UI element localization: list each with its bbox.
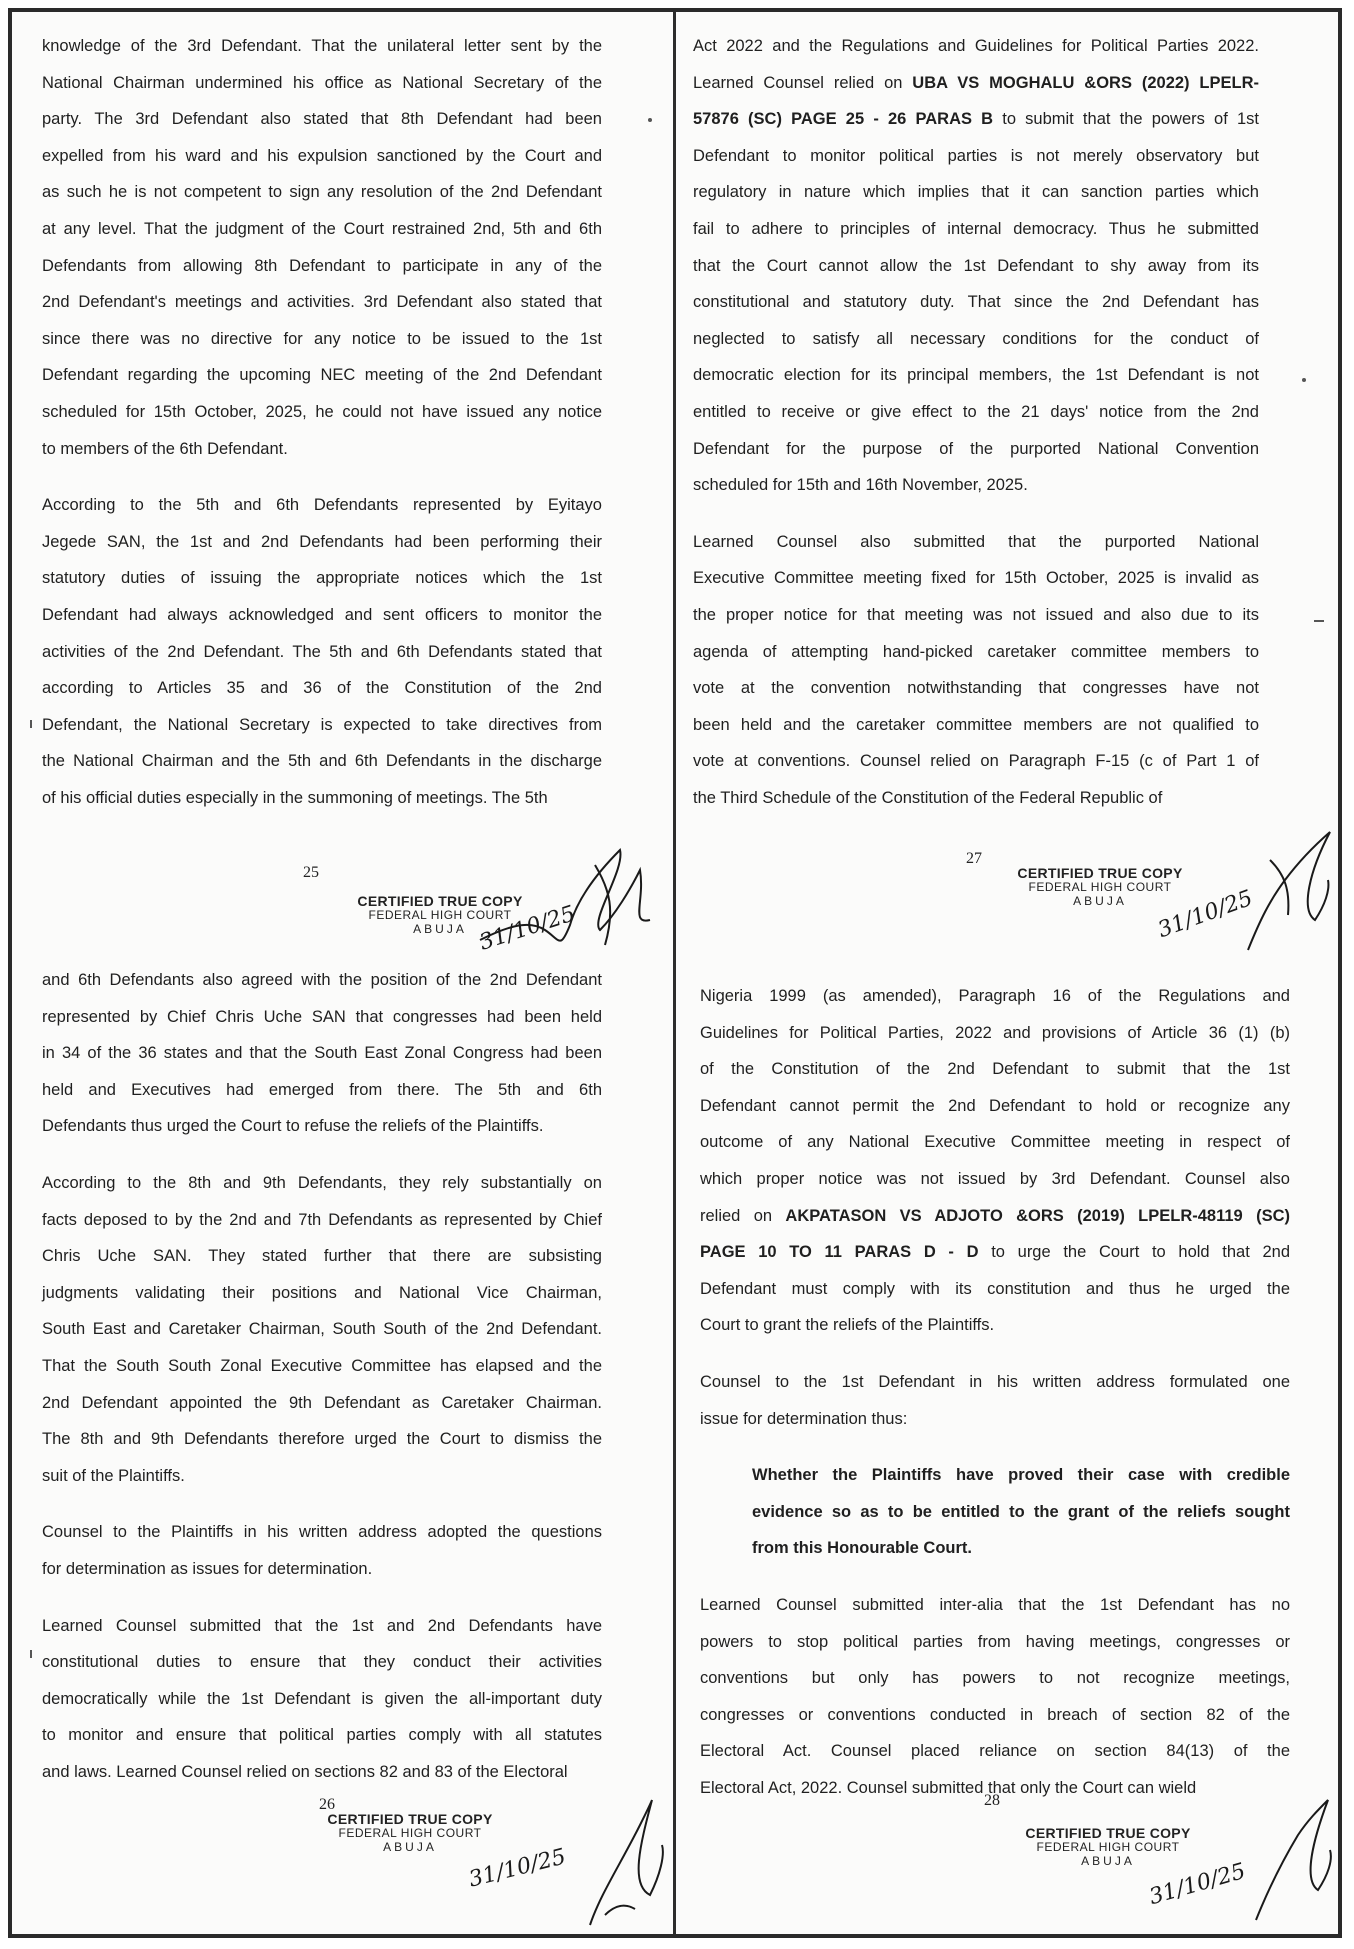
paragraph [42,1514,602,1587]
paragraph [700,978,1290,1344]
page-number: 25 [303,864,319,881]
paragraph [42,487,602,816]
paragraph [693,28,1259,504]
scan-speck [648,118,652,122]
page-28 [700,978,1290,1826]
text-line: agenda of attempting hand-picked caretaker committee members to [693,642,1259,661]
certified-true-copy-stamp [320,1812,500,1854]
text-line: and laws. Learned Counsel relied on sections 82 and 83 of the Electoral [42,1762,568,1781]
text-line: 2nd Defendant appointed the 9th Defendant as Caretaker Chairman. [42,1393,602,1412]
certified-true-copy-stamp [1018,1826,1198,1868]
text-line: held and Executives had emerged from there. The 5th and 6th [42,1080,602,1099]
text-line: Chris Uche SAN. They stated further that there are subsisting [42,1247,602,1266]
text-line: the National Chairman and the 5th and 6th Defendants in the discharge [42,752,602,771]
page-26-body [42,962,602,1790]
text-line: Defendant, the National Secretary is expected to take directives from [42,715,602,734]
page-number: 28 [984,1792,1000,1809]
text-line: neglected to satisfy all necessary conditions for the conduct of [693,329,1259,348]
text-line: Learned Counsel also submitted that the purported National [693,532,1259,551]
text-line: outcome of any National Executive Committee meeting in respect of [700,1133,1290,1152]
paragraph [42,962,602,1145]
text-line: evidence so as to be entitled to the grant of the reliefs sought [752,1502,1290,1521]
text-line: Act 2022 and the Regulations and Guidelines for Political Parties 2022. [693,37,1259,55]
stamp-line3: ABUJA [1073,894,1127,908]
page-number: 27 [966,850,982,867]
stamp-line1: CERTIFIED TRUE COPY [1017,865,1183,881]
signature-date: 31/10/25 [476,901,579,956]
stamp-line1: CERTIFIED TRUE COPY [357,893,523,909]
text-line: constitutional and statutory duty. That since the 2nd Defendant has [693,293,1259,312]
handwritten-signature [1248,1790,1338,1930]
page-28-body [700,978,1290,1806]
text-line: for determination as issues for determination. [42,1559,373,1578]
text-line: scheduled for 15th October, 2025, he could not have issued any notice [42,402,602,421]
stamp-line2: FEDERAL HIGH COURT [368,908,512,922]
text-line: Defendants from allowing 8th Defendant to participate in any of the [42,256,602,275]
text-line: Counsel to the 1st Defendant in his written address formulated one [700,1372,1290,1391]
text-line: Defendant regarding the upcoming NEC meeting of the 2nd Defendant [42,366,602,385]
scan-speck [30,1650,32,1658]
text-line: Guidelines for Political Parties, 2022 and provisions of Article 36 (1) (b) [700,1023,1290,1042]
text-line: vote at conventions. Counsel relied on Paragraph F-15 (c of Part 1 of [693,752,1259,771]
text-line: Defendant must comply with its constitution and thus he urged the [700,1279,1290,1298]
text-line: conventions but only has powers to not recognize meetings, [700,1669,1290,1688]
stamp-line3: ABUJA [1081,1854,1135,1868]
signature-date: 31/10/25 [466,1844,569,1893]
text-line: as such he is not competent to sign any resolution of the 2nd Defendant [42,183,602,202]
stamp-line2: FEDERAL HIGH COURT [1028,880,1172,894]
text-line: Nigeria 1999 (as amended), Paragraph 16 of the Regulations and [700,987,1290,1005]
text-line: the proper notice for that meeting was not issued and also due to its [693,605,1259,624]
text-line: Counsel to the Plaintiffs in his written address adopted the questions [42,1523,602,1542]
text-line: That the South South Zonal Executive Committee has elapsed and the [42,1356,602,1375]
text-line: Electoral Act, 2022. Counsel submitted that only the Court can wield [700,1778,1197,1797]
paragraph [700,1587,1290,1807]
text-line: Defendant to monitor political parties is not merely observatory but [693,146,1259,165]
page-number: 26 [319,1796,335,1813]
text-line: since there was no directive for any notice to be issued to the 1st [42,329,602,348]
page-25 [42,28,602,836]
text-line: at any level. That the judgment of the Court restrained 2nd, 5th and 6th [42,219,602,238]
paragraph [693,524,1259,817]
paragraph [42,1165,602,1494]
text-line: scheduled for 15th and 16th November, 2025. [693,476,1028,495]
text-line: entitled to receive or give effect to the 21 days' notice from the 2nd [693,402,1259,421]
text-line: suit of the Plaintiffs. [42,1466,185,1485]
text-line: knowledge of the 3rd Defendant. That the unilateral letter sent by the [42,37,602,55]
text-line: of his official duties especially in the summoning of meetings. The 5th [42,788,548,807]
stamp-line1: CERTIFIED TRUE COPY [1025,1825,1191,1841]
text-line: regulatory in nature which implies that it can sanction parties which [693,183,1259,202]
text-line: expelled from his ward and his expulsion sanctioned by the Court and [42,146,602,165]
scan-speck [1314,620,1324,622]
handwritten-signature [580,1785,670,1935]
text-line: Defendant for the purpose of the purported National Convention [693,439,1259,458]
text-line: democratically while the 1st Defendant is given the all-important duty [42,1689,602,1708]
text-line: according to Articles 35 and 36 of the Constitution of the 2nd [42,679,602,698]
text-line: Defendant cannot permit the 2nd Defendant to hold or recognize any [700,1096,1290,1115]
text-line: Learned Counsel submitted inter-alia that the 1st Defendant has no [700,1595,1290,1614]
text-line: powers to stop political parties from having meetings, congresses or [700,1632,1290,1651]
text-line: that the Court cannot allow the 1st Defendant to shy away from its [693,256,1259,275]
stamp-line1: CERTIFIED TRUE COPY [327,1811,493,1827]
text-line: democratic election for its principal members, the 1st Defendant is not [693,366,1259,385]
text-line: relied on AKPATASON VS ADJOTO &ORS (2019) LPELR-48119 (SC) [700,1206,1290,1225]
stamp-line2: FEDERAL HIGH COURT [1036,1840,1180,1854]
text-line: 2nd Defendant's meetings and activities. 3rd Defendant also stated that [42,293,602,312]
text-line: represented by Chief Chris Uche SAN that congresses had been held [42,1007,602,1026]
text-line: the Third Schedule of the Constitution of the Federal Republic of [693,788,1163,807]
text-line: constitutional duties to ensure that they conduct their activities [42,1653,602,1672]
page-26 [42,962,602,1810]
paragraph [700,1457,1290,1567]
text-line: Court to grant the reliefs of the Plaintiffs. [700,1316,995,1335]
paragraph [700,1364,1290,1437]
text-line: Learned Counsel submitted that the 1st and 2nd Defendants have [42,1616,602,1635]
text-line: Jegede SAN, the 1st and 2nd Defendants had been performing their [42,532,602,551]
stamp-line2: FEDERAL HIGH COURT [338,1826,482,1840]
text-line: congresses or conventions conducted in breach of section 82 of the [700,1705,1290,1724]
text-line: and 6th Defendants also agreed with the position of the 2nd Defendant [42,971,602,989]
text-line: fail to adhere to principles of internal democracy. Thus he submitted [693,219,1259,238]
text-line: Defendants thus urged the Court to refuse the reliefs of the Plaintiffs. [42,1117,544,1136]
text-line: According to the 5th and 6th Defendants represented by Eyitayo [42,496,602,515]
page-27-body [693,28,1259,816]
text-line: Executive Committee meeting fixed for 15th October, 2025 is invalid as [693,569,1259,588]
text-line: 57876 (SC) PAGE 25 - 26 PARAS B to submit that the powers of 1st [693,110,1259,129]
page-25-body [42,28,602,816]
text-line: National Chairman undermined his office as National Secretary of the [42,73,602,92]
text-line: Electoral Act. Counsel placed reliance on section 84(13) of the [700,1742,1290,1761]
text-line: PAGE 10 TO 11 PARAS D - D to urge the Court to hold that 2nd [700,1243,1290,1262]
text-line: of the Constitution of the 2nd Defendant to submit that the 1st [700,1060,1290,1079]
text-line: in 34 of the 36 states and that the South East Zonal Congress had been [42,1044,602,1063]
text-line: issue for determination thus: [700,1409,908,1428]
text-line: South East and Caretaker Chairman, South South of the 2nd Defendant. [42,1320,602,1339]
paragraph [42,1608,602,1791]
text-line: The 8th and 9th Defendants therefore urged the Court to dismiss the [42,1430,602,1449]
text-line: vote at the convention notwithstanding that congresses have not [693,679,1259,698]
handwritten-signature [1240,820,1340,960]
paragraph [42,28,602,467]
text-line: Defendant had always acknowledged and sent officers to monitor the [42,605,602,624]
page-27 [693,28,1259,836]
text-line: from this Honourable Court. [752,1539,972,1558]
certified-true-copy-stamp [1010,866,1190,908]
text-line: to members of the 6th Defendant. [42,439,288,458]
stamp-line3: ABUJA [383,1840,437,1854]
column-divider [673,12,676,1934]
signature-date: 31/10/25 [1154,885,1257,944]
text-line: judgments validating their positions and National Vice Chairman, [42,1283,602,1302]
text-line: facts deposed to by the 2nd and 7th Defendants as represented by Chief [42,1210,602,1229]
scan-speck [30,720,32,728]
scan-speck [1302,378,1306,382]
signature-date: 31/10/25 [1146,1858,1249,1911]
text-line: statutory duties of issuing the appropriate notices which the 1st [42,569,602,588]
stamp-line3: ABUJA [413,922,467,936]
text-line: party. The 3rd Defendant also stated that 8th Defendant had been [42,110,602,129]
text-line: activities of the 2nd Defendant. The 5th and 6th Defendants stated that [42,642,602,661]
text-line: Learned Counsel relied on UBA VS MOGHALU &ORS (2022) LPELR- [693,73,1259,92]
text-line: Whether the Plaintiffs have proved their case with credible [752,1466,1290,1485]
text-line: According to the 8th and 9th Defendants, they rely substantially on [42,1173,602,1192]
text-line: to monitor and ensure that political parties comply with all statutes [42,1726,602,1745]
text-line: which proper notice was not issued by 3rd Defendant. Counsel also [700,1169,1290,1188]
text-line: been held and the caretaker committee members are not qualified to [693,715,1259,734]
